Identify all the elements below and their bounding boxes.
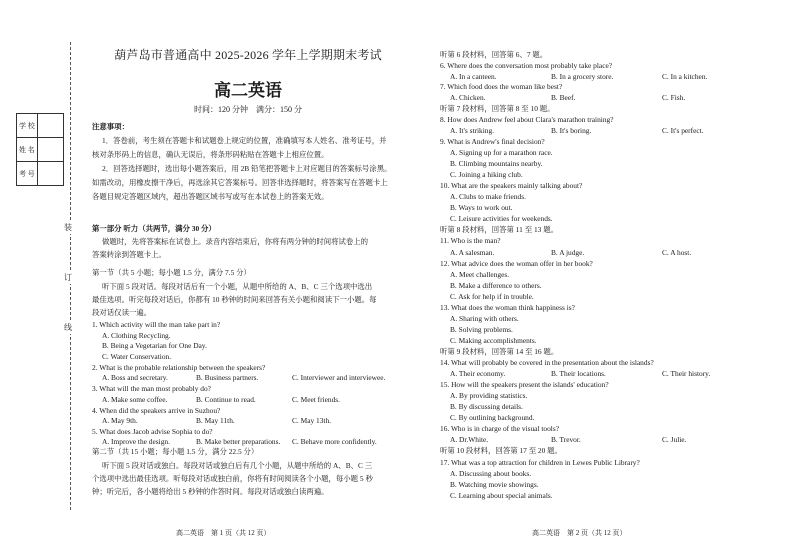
q1-option-c: C. Water Conservation. <box>102 352 172 361</box>
material-8: 听第 8 段材料，回答第 11 至 13 题。 <box>440 225 558 234</box>
q12-option-b: B. Make a difference to others. <box>450 281 542 290</box>
page-footer-1: 高二英语 第 1 页（共 12 页） <box>176 529 271 537</box>
q15-option-b: B. By discussing details. <box>450 402 523 411</box>
material-10: 听第 10 段材料，回答第 17 至 20 题。 <box>440 446 562 455</box>
section1-line3: 段对话仅读一遍。 <box>92 308 152 317</box>
q14-option-b: B. Their locations. <box>551 369 606 378</box>
notes-p2-line1: 2．回答选择题时，选出每小题答案后，用 2B 铅笔把答题卡上对应题目的答案标号涂黑。 <box>102 164 392 173</box>
q16-option-b: B. Trevor. <box>551 435 581 444</box>
q10-stem: 10. What are the speakers mainly talking about? <box>440 181 583 190</box>
student-info-table <box>16 113 64 186</box>
part1-heading: 第一部分 听力（共两节，满分 30 分） <box>92 224 216 233</box>
q8-option-a: A. It's striking. <box>450 126 495 135</box>
q3-option-c: C. Meet friends. <box>292 395 341 404</box>
q14-stem: 14. What will probably be covered in the presentation about the islands? <box>440 358 654 367</box>
q15-option-a: A. By providing statistics. <box>450 391 528 400</box>
binding-char-zhuang: 装 <box>64 223 72 232</box>
q7-stem: 7. Which food does the woman like best? <box>440 82 563 91</box>
q1-option-b: B. Being a Vegetarian for One Day. <box>102 341 207 350</box>
q6-option-a: A. In a canteen. <box>450 72 497 81</box>
exam-number-field[interactable] <box>37 162 63 186</box>
page-footer-2: 高二英语 第 2 页（共 12 页） <box>532 529 627 537</box>
school-field[interactable] <box>37 114 63 138</box>
q5-stem: 5. What does Jacob advise Sophia to do? <box>92 427 213 436</box>
q5-option-c: C. Behave more confidently. <box>292 437 377 446</box>
material-7: 听第 7 段材料，回答第 8 至 10 题。 <box>440 104 555 113</box>
q2-stem: 2. What is the probable relationship between the speakers? <box>92 363 266 372</box>
q16-option-a: A. Dr.White. <box>450 435 489 444</box>
section2-heading: 第二节（共 15 小题；每小题 1.5 分，满分 22.5 分） <box>92 447 259 456</box>
section1-line2: 最佳选项。听完每段对话后，你都有 10 秒钟的时间来回答有关小题和阅读下一小题。每 <box>92 295 377 304</box>
q11-option-c: C. A host. <box>662 248 692 257</box>
q11-option-b: B. A judge. <box>551 248 585 257</box>
section1-line1: 听下面 5 段对话。每段对话后有一个小题，从题中所给的 A、B、C 三个选项中选出 <box>102 282 373 291</box>
q12-option-c: C. Ask for help if in trouble. <box>450 292 534 301</box>
q3-option-b: B. Continue to read. <box>196 395 256 404</box>
part1-intro-line2: 答案转涂到答题卡上。 <box>92 250 166 259</box>
exam-number-label: 考 号 <box>17 162 38 186</box>
q3-stem: 3. What will the man most probably do? <box>92 384 211 393</box>
q16-stem: 16. Who is in charge of the visual tools? <box>440 424 559 433</box>
q4-option-c: C. May 13th. <box>292 416 332 425</box>
section2-line3: 钟；听完后，各小题将给出 5 秒钟的作答时间。每段对话或独白读两遍。 <box>92 487 329 496</box>
notes-p2-line2: 如需改动，用橡皮擦干净后，再选涂其它答案标号。回答非选择题时，将答案写在答题卡上 <box>92 178 388 187</box>
q9-option-b: B. Climbing mountains nearby. <box>450 159 543 168</box>
q2-option-b: B. Business partners. <box>196 373 259 382</box>
q6-option-b: B. In a grocery store. <box>551 72 614 81</box>
q1-option-a: A. Clothing Recycling. <box>102 331 171 340</box>
q16-option-c: C. Julie. <box>662 435 687 444</box>
binding-char-ding: 订 <box>64 273 72 282</box>
q15-option-c: C. By outlining background. <box>450 413 535 422</box>
q12-option-a: A. Meet challenges. <box>450 270 510 279</box>
q10-option-c: C. Leisure activities for weekends. <box>450 214 553 223</box>
notes-p2-line3: 各题目规定答题区域内，超出答题区域书写或写在本试卷上的答案无效。 <box>92 192 329 201</box>
q5-option-a: A. Improve the design. <box>102 437 170 446</box>
binding-char-xian: 线 <box>64 323 72 332</box>
q17-stem: 17. What was a top attraction for children in Lewes Public Library? <box>440 458 640 467</box>
subject-title: 高二英语 <box>214 81 282 100</box>
section2-line1: 听下面 5 段对话或独白。每段对话或独白后有几个小题，从题中所给的 A、B、C 三 <box>102 461 373 470</box>
name-label: 姓 名 <box>17 138 38 162</box>
q4-stem: 4. When did the speakers arrive in Suzhou? <box>92 406 221 415</box>
q7-option-b: B. Beef. <box>551 93 576 102</box>
exam-title: 葫芦岛市普通高中 2025-2026 学年上学期期末考试 <box>114 48 382 62</box>
notes-heading: 注意事项： <box>92 122 129 131</box>
q11-option-a: A. A salesman. <box>450 248 495 257</box>
section2-line2: 个选项中选出最佳选项。听每段对话或独白前，你将有时间阅读各个小题，每小题 5 秒 <box>92 474 373 483</box>
material-9: 听第 9 段材料，回答第 14 至 16 题。 <box>440 347 559 356</box>
notes-p1-line2: 核对条形码上的信息，确认无误后，将条形码粘贴在答题卡上相应位置。 <box>92 150 329 159</box>
q8-option-c: C. It's perfect. <box>662 126 704 135</box>
name-field[interactable] <box>37 138 63 162</box>
q8-stem: 8. How does Andrew feel about Clara's marathon training? <box>440 115 614 124</box>
q5-option-b: B. Make better preparations. <box>196 437 281 446</box>
q9-option-a: A. Signing up for a marathon race. <box>450 148 553 157</box>
q14-option-a: A. Their economy. <box>450 369 506 378</box>
q2-option-c: C. Interviewer and interviewee. <box>292 373 386 382</box>
q13-option-a: A. Sharing with others. <box>450 314 519 323</box>
q3-option-a: A. Make some coffee. <box>102 395 168 404</box>
q1-stem: 1. Which activity will the man take part in? <box>92 320 221 329</box>
q15-stem: 15. How will the speakers present the islands' education? <box>440 380 609 389</box>
q13-option-b: B. Solving problems. <box>450 325 513 334</box>
part1-intro-line1: 做题时，先将答案标在试卷上。录音内容结束后，你将有两分钟的时间将试卷上的 <box>102 237 369 246</box>
q17-option-b: B. Watching movie showings. <box>450 480 539 489</box>
exam-meta: 时间：120 分钟 满分：150 分 <box>194 105 302 114</box>
q7-option-a: A. Chicken. <box>450 93 486 102</box>
q14-option-c: C. Their history. <box>662 369 711 378</box>
q10-option-b: B. Ways to work out. <box>450 203 513 212</box>
q6-option-c: C. In a kitchen. <box>662 72 708 81</box>
q6-stem: 6. Where does the conversation most probably take place? <box>440 61 613 70</box>
q13-option-c: C. Making accomplishments. <box>450 336 537 345</box>
q4-option-b: B. May 11th. <box>196 416 235 425</box>
q10-option-a: A. Clubs to make friends. <box>450 192 526 201</box>
notes-p1-line1: 1．答卷前，考生须在答题卡和试题卷上规定的位置，准确填写本人姓名、准考证号，并 <box>102 136 387 145</box>
section1-heading: 第一节（共 5 小题；每小题 1.5 分，满分 7.5 分） <box>92 268 251 277</box>
school-label: 学 校 <box>17 114 38 138</box>
q12-stem: 12. What advice does the woman offer in her book? <box>440 259 593 268</box>
q7-option-c: C. Fish. <box>662 93 686 102</box>
q9-stem: 9. What is Andrew's final decision? <box>440 137 545 146</box>
q13-stem: 13. What does the woman think happiness is? <box>440 303 575 312</box>
material-6: 听第 6 段材料，回答第 6、7 题。 <box>440 50 548 59</box>
q4-option-a: A. May 9th. <box>102 416 138 425</box>
q11-stem: 11. Who is the man? <box>440 236 501 245</box>
q9-option-c: C. Joining a hiking club. <box>450 170 523 179</box>
q2-option-a: A. Boss and secretary. <box>102 373 168 382</box>
q8-option-b: B. It's boring. <box>551 126 592 135</box>
q17-option-a: A. Discussing about books. <box>450 469 532 478</box>
q17-option-c: C. Learning about special animals. <box>450 491 553 500</box>
